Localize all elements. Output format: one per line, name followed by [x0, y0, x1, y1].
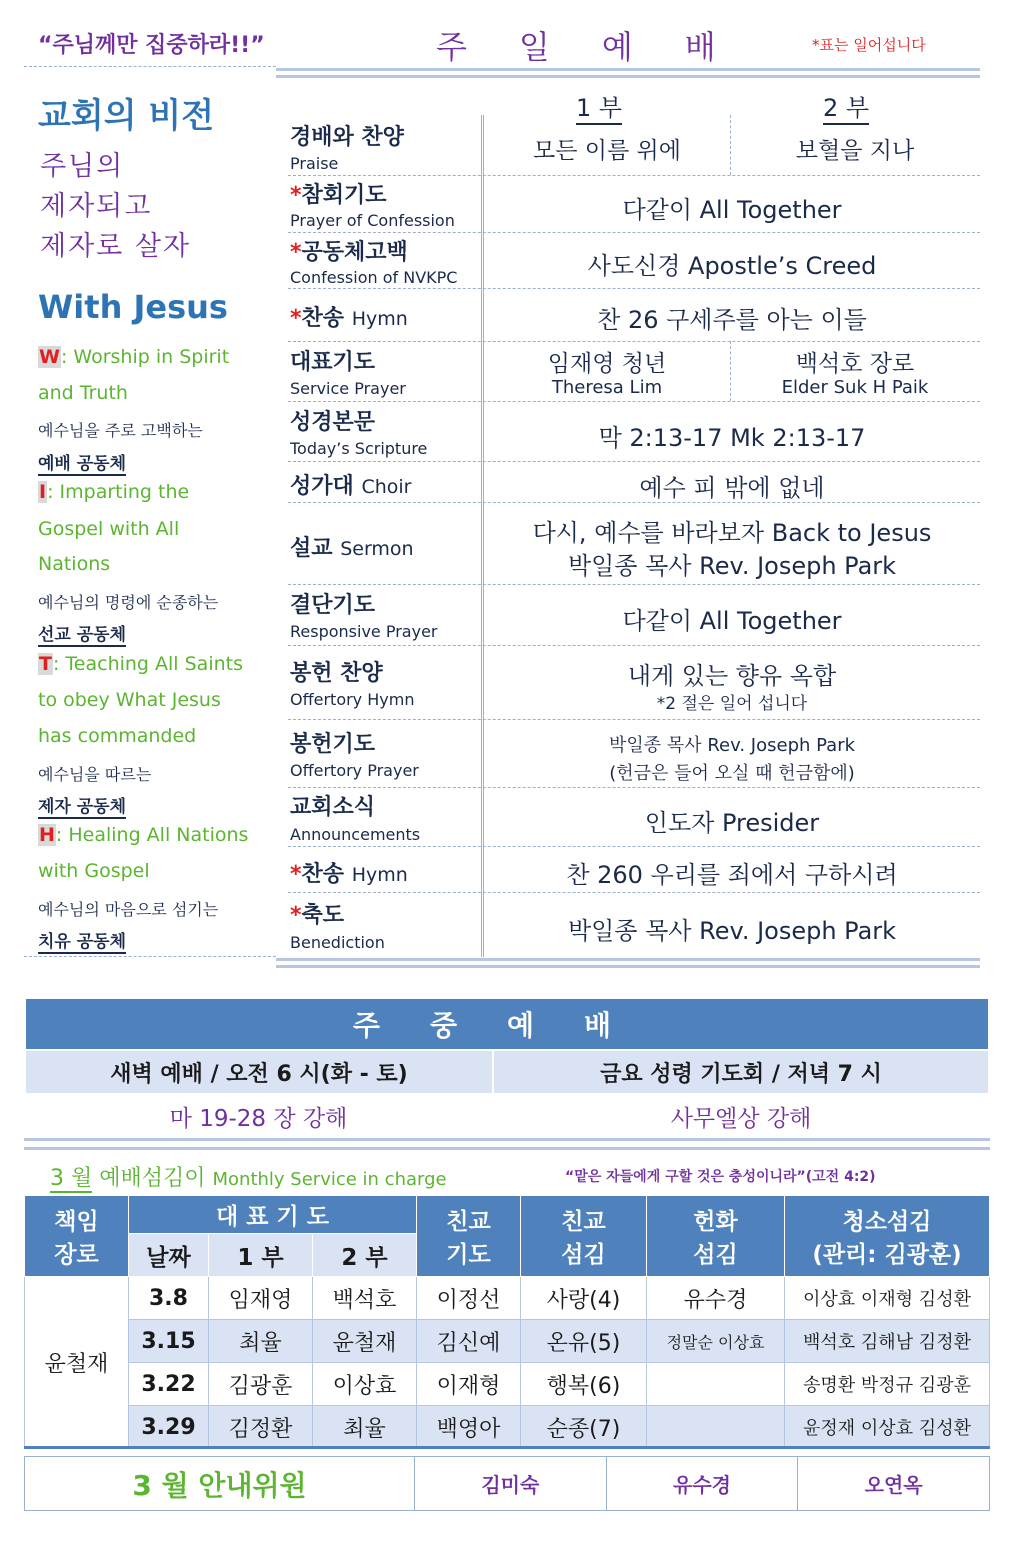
- i-community: 선교 공동체: [38, 620, 126, 647]
- order-item: 결단기도: [290, 593, 376, 618]
- cell: 최율: [313, 1406, 417, 1449]
- elder-name: 윤철재: [25, 1277, 129, 1449]
- row-divider: [288, 787, 980, 788]
- table-row: [25, 1406, 990, 1449]
- order-item-en: Offertory Prayer: [290, 761, 419, 780]
- monthly-service-head: 3 월 예배섬김이 Monthly Service in charge: [50, 1166, 447, 1191]
- date-cell: 3.22: [129, 1363, 209, 1406]
- cell: 김신예: [417, 1320, 521, 1363]
- service-2-value: 보혈을 지나: [795, 138, 915, 164]
- h-line-1: H: Healing All Nations: [39, 824, 249, 846]
- w-line-2: and Truth: [38, 382, 128, 404]
- ushers-title: 3 월 안내위원: [132, 1468, 307, 1502]
- order-value: 막 2:13-17 Mk 2:13-17: [598, 424, 866, 452]
- order-item: 봉헌 찬양: [290, 661, 383, 686]
- i-line-1: I: Imparting the: [39, 481, 190, 503]
- cell: 윤철재: [313, 1320, 417, 1363]
- cell: 김정환: [209, 1406, 313, 1449]
- service-2-prayer: 백석호 장로: [795, 351, 915, 377]
- h-kr: 예수님의 마음으로 섬기는: [38, 900, 219, 919]
- table-row: [25, 1277, 990, 1320]
- order-item: *참회기도: [290, 183, 387, 208]
- t-line-2: to obey What Jesus: [38, 689, 221, 711]
- service-1-value: 모든 이름 위에: [533, 138, 681, 164]
- divider: [24, 66, 276, 67]
- date-cell: 3.15: [129, 1320, 209, 1363]
- order-item: 대표기도: [290, 350, 376, 375]
- col-fellowship-prayer: 친교 기도: [417, 1196, 521, 1277]
- row-divider: [288, 461, 980, 462]
- order-value: 다같이 All Together: [622, 607, 842, 635]
- col-representative-prayer: 대 표 기 도: [129, 1196, 417, 1234]
- order-value: 사도신경 Apostle’s Creed: [587, 252, 877, 280]
- page-title: 주일예배: [436, 28, 768, 66]
- row-divider: [288, 175, 980, 176]
- cell: 임재영: [209, 1277, 313, 1320]
- w-line-1: W: Worship in Spirit: [39, 346, 230, 368]
- service-1-prayer: 임재영 청년: [547, 351, 667, 377]
- row-divider: [288, 645, 980, 646]
- service-2-label: 2 부: [823, 88, 869, 125]
- usher-name: 오연옥: [798, 1457, 990, 1511]
- t-line-1: T: Teaching All Saints: [39, 653, 243, 675]
- cell: 유수경: [647, 1277, 785, 1320]
- cell: 백석호: [313, 1277, 417, 1320]
- monthly-service-table: [24, 1195, 990, 1449]
- monthly-quote: “맡은 자들에게 구할 것은 충성이니라”(고전 4:2): [565, 1169, 876, 1185]
- half-divider: [730, 115, 731, 175]
- order-item-en: Offertory Hymn: [290, 690, 415, 709]
- sermon-title: 다시, 예수를 바라보자 Back to Jesus: [532, 519, 932, 547]
- vision-line: 주님의: [40, 151, 125, 182]
- col-flowers: 헌화 섬김: [647, 1196, 785, 1277]
- order-value: 박일종 목사 Rev. Joseph Park: [608, 735, 856, 756]
- header-quote: “주님께만 집중하라!!”: [38, 33, 265, 58]
- order-item-en: Praise: [290, 154, 339, 173]
- w-kr: 예수님을 주로 고백하는: [38, 421, 203, 440]
- standing-verse-note: *2 절은 일어 섭니다: [656, 694, 808, 714]
- double-divider: [276, 68, 980, 78]
- order-item: 설교 Sermon: [290, 536, 414, 561]
- cell: 이정선: [417, 1277, 521, 1320]
- cell: 이재형: [417, 1363, 521, 1406]
- date-cell: 3.8: [129, 1277, 209, 1320]
- weekday-title: 주중예배: [25, 998, 989, 1050]
- divider: [24, 956, 276, 957]
- cell: 순종(7): [521, 1406, 647, 1449]
- i-line-2: Gospel with All: [38, 518, 180, 540]
- cell: [647, 1406, 785, 1449]
- order-item: *찬송 Hymn: [290, 306, 408, 331]
- vision-line: 제자로 살자: [40, 231, 191, 262]
- table-row: [25, 1320, 990, 1363]
- h-community: 치유 공동체: [38, 927, 126, 954]
- service-1-label: 1 부: [576, 88, 622, 125]
- divider: [24, 1446, 990, 1449]
- w-community: 예배 공동체: [38, 449, 126, 476]
- row-divider: [288, 288, 980, 289]
- double-divider: [276, 958, 980, 968]
- order-item-en: Announcements: [290, 825, 421, 844]
- col-fellowship-service: 친교 섬김: [521, 1196, 647, 1277]
- order-value: 찬 260 우리를 죄에서 구하시려: [566, 861, 898, 889]
- order-value: 박일종 목사 Rev. Joseph Park: [567, 917, 897, 945]
- i-kr: 예수님의 명령에 순종하는: [38, 593, 219, 612]
- letter-w: W: [39, 346, 60, 368]
- order-item-en: Prayer of Confession: [290, 211, 455, 230]
- order-item: *찬송 Hymn: [290, 862, 408, 887]
- row-divider: [288, 232, 980, 233]
- cell: 윤정재 이상효 김성환: [785, 1406, 990, 1449]
- t-community: 제자 공동체: [38, 792, 126, 819]
- cell: 온유(5): [521, 1320, 647, 1363]
- order-item: 봉헌기도: [290, 732, 376, 757]
- friday-prayer-text: 사무엘상 강해: [493, 1094, 989, 1138]
- dawn-worship-text: 마 19-28 장 강해: [25, 1094, 493, 1138]
- ushers-table: [24, 1456, 990, 1511]
- weekday-worship-table: [24, 997, 990, 1139]
- letter-h: H: [39, 824, 55, 846]
- t-line-3: has commanded: [38, 725, 197, 747]
- service-2-prayer-en: Elder Suk H Paik: [781, 377, 929, 398]
- col-service-2: 2 부: [313, 1234, 417, 1277]
- order-item: 경배와 찬양: [290, 125, 404, 150]
- cell: 백석호 김해남 김정환: [785, 1320, 990, 1363]
- with-jesus-title: With Jesus: [38, 288, 228, 326]
- order-item-en: Confession of NVKPC: [290, 268, 458, 287]
- order-item: 성가대 Choir: [290, 474, 412, 499]
- cell: 최율: [209, 1320, 313, 1363]
- sermon-preacher: 박일종 목사 Rev. Joseph Park: [567, 552, 897, 580]
- double-divider: [24, 1138, 990, 1150]
- cell: 김광훈: [209, 1363, 313, 1406]
- usher-name: 유수경: [606, 1457, 798, 1511]
- letter-t: T: [39, 653, 52, 675]
- row-divider: [288, 846, 980, 847]
- service-1-prayer-en: Theresa Lim: [551, 377, 663, 398]
- cell: 사랑(4): [521, 1277, 647, 1320]
- row-divider: [288, 401, 980, 402]
- cell: 백영아: [417, 1406, 521, 1449]
- table-row: [25, 1363, 990, 1406]
- friday-prayer-head: 금요 성령 기도회 / 저녁 7 시: [493, 1050, 989, 1094]
- order-item-en: Today’s Scripture: [290, 439, 428, 458]
- letter-i: I: [39, 481, 47, 503]
- order-item: *축도: [290, 903, 345, 928]
- order-item-en: Service Prayer: [290, 379, 406, 398]
- order-value: 인도자 Presider: [644, 809, 820, 837]
- usher-name: 김미숙: [415, 1457, 607, 1511]
- t-kr: 예수님을 따르는: [38, 765, 152, 784]
- order-item-en: Benediction: [290, 933, 385, 952]
- cell: 이상효 이재형 김성환: [785, 1277, 990, 1320]
- row-divider: [288, 341, 980, 342]
- order-value: 예수 피 밖에 없네: [639, 474, 825, 502]
- order-item: 교회소식: [290, 795, 376, 820]
- date-cell: 3.29: [129, 1406, 209, 1449]
- cell: 이상효: [313, 1363, 417, 1406]
- order-item: *공동체고백: [290, 240, 408, 265]
- h-line-2: with Gospel: [38, 860, 150, 882]
- col-date: 날짜: [129, 1234, 209, 1277]
- cell: 행복(6): [521, 1363, 647, 1406]
- order-value: 내게 있는 향유 옥합: [627, 662, 837, 690]
- order-item: 성경본문: [290, 410, 376, 435]
- offering-note: (헌금은 들어 오실 때 헌금함에): [609, 763, 855, 784]
- cell: [647, 1363, 785, 1406]
- vision-line: 제자되고: [40, 191, 153, 222]
- cell: 정말순 이상효: [647, 1320, 785, 1363]
- order-value: 다같이 All Together: [622, 196, 842, 224]
- vision-title: 교회의 비전: [38, 96, 215, 136]
- standing-note: *표는 일어섭니다: [812, 36, 926, 54]
- half-divider: [730, 341, 731, 401]
- row-divider: [288, 719, 980, 720]
- row-divider: [288, 892, 980, 893]
- cell: 송명환 박정규 김광훈: [785, 1363, 990, 1406]
- col-cleaning: 청소섬김 (관리: 김광훈): [785, 1196, 990, 1277]
- dawn-worship-head: 새벽 예배 / 오전 6 시(화 - 토): [25, 1050, 493, 1094]
- col-elder: 책임 장로: [25, 1196, 129, 1277]
- order-item-en: Responsive Prayer: [290, 622, 438, 641]
- order-value: 찬 26 구세주를 아는 이들: [597, 306, 867, 334]
- row-divider: [288, 584, 980, 585]
- i-line-3: Nations: [38, 553, 111, 575]
- col-service-1: 1 부: [209, 1234, 313, 1277]
